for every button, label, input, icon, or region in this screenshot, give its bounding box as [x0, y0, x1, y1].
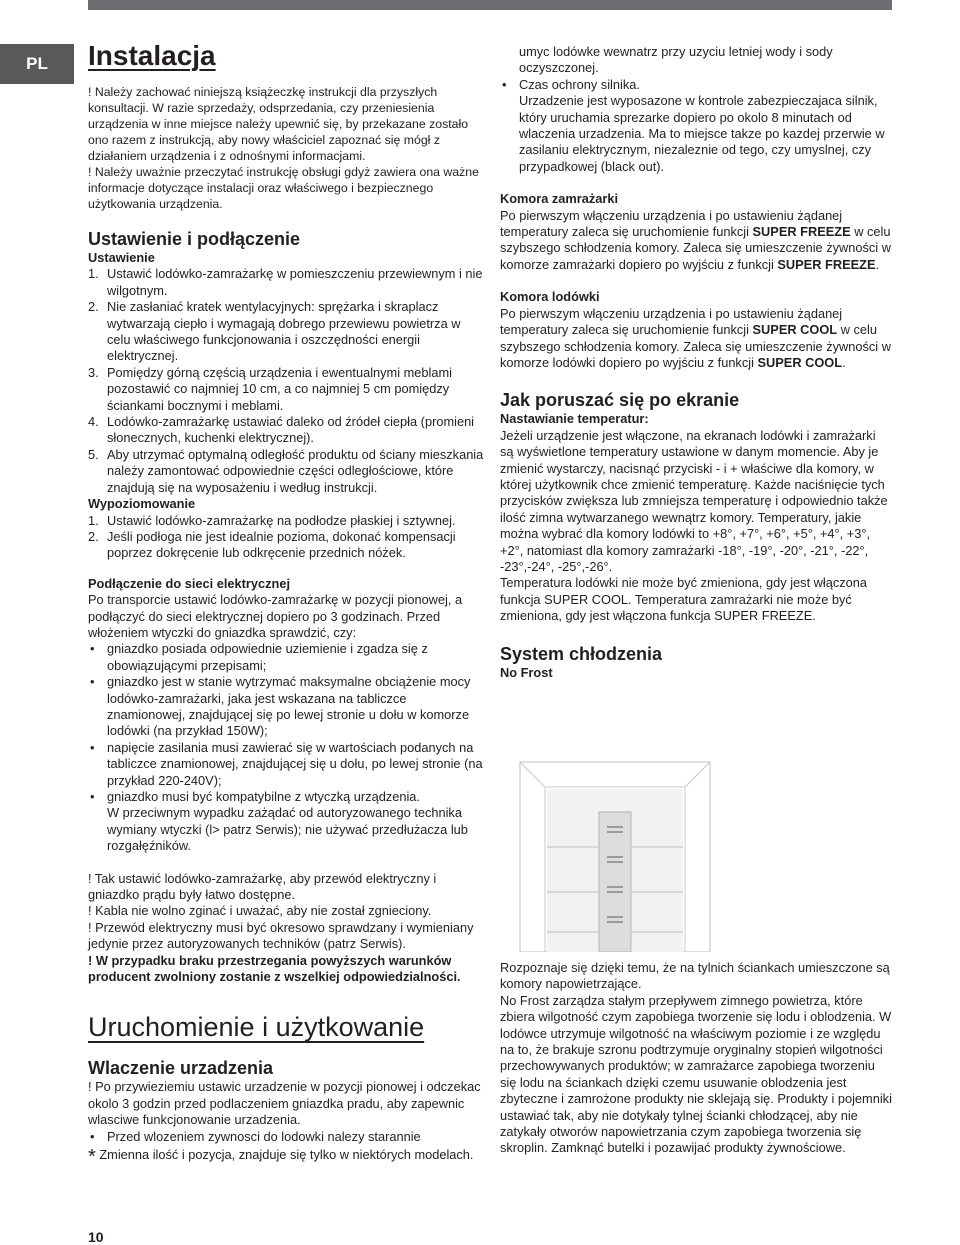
lodowka-text: Po pierwszym włączeniu urządzenia i po ustawieniu żądanej temperatury zaleca się uruchomienie funkcji SUPER COOL w celu szybszego schłodzenia komory. Zaleca się umieszczenie żywności w komorze lodówki dopiero po wyjściu z funkcji SUPER COOL. [500, 305, 891, 370]
language-tab: PL [0, 44, 74, 84]
nastawianie-title: Nastawianie temperatur: [500, 411, 649, 427]
podlaczenie-title: Podłączenie do sieci elektrycznej [88, 575, 290, 591]
page-number: 10 [88, 1229, 104, 1245]
wlaczenie-text: ! Po przywieziemiu ustawic urzadzenie w pozycji pionowej i odczekac okolo 3 godzin przed podlaczeniem gniazdka pradu, aby zapewnic wlasciwe funkcjonowanie urzadzenia. [88, 1079, 481, 1128]
list-item: • napięcie zasilania musi zawierać się w wartościach podanych na tabliczce znamionowej, znajdującej się u dołu, po lewej stronie (na przykład 220-240V); [90, 739, 483, 788]
no-frost-text: Rozpoznaje się dzięki temu, że na tylnich ściankach umieszczone są komory napowietrzające. [500, 960, 890, 992]
no-frost-text-2: No Frost zarządza stałym przepływem zimnego powietrza, które zbiera wilgotność czym zapobiega tworzenie się lodu i oblodzenia. W lodówce utrzymuje wilgotność na właściwym poziomie i ze względu na to, że brakuje szronu podtrzymuje oryginalny stopień wilgotności przechowywanych produktów; w zamrażarce zapobiega tworzeniu się lodu na ściankach dzięki czemu usuwanie oblodzenia jest zbyteczne i zamrożone produkty nie sklejają się. Produkty i pojemniki ustawiać tak, aby nie dotykały tylnej ścianki chłodzącej, aby nie zatykały otworów napowietrzania czym zapobiega tworzenia się skroplin. Zamknąć butelki i pozawijać produkty żywnościowe. [500, 992, 892, 1156]
nastawianie-text-2: Temperatura lodówki nie może być zmieniona, gdy jest włączona funkcja SUPER COOL. Temperatura zamrażarki nie może być zmieniona, gdy jest włączona funkcja SUPER FREEZE. [500, 575, 868, 624]
warning-1: ! Tak ustawić lodówko-zamrażarkę, aby przewód elektryczny i gniazdko prądu były łatwo dostępne. [88, 870, 437, 903]
warning-4: ! W przypadku braku przestrzegania powyższych warunków producent zwolniony zostanie z wszelkiej odpowiedzialności. [88, 952, 461, 985]
list-item: • Przed wlozeniem zywnosci do lodowki nalezy starannie [90, 1128, 421, 1144]
instalacja-intro-2: ! Należy uważnie przeczytać instrukcję obsługi gdyż zawiera ona ważne informacje dotyczące instalacji oraz właściwego i bezpiecznego użytkowania urządzenia. [88, 165, 479, 211]
zamrazarka-title: Komora zamrażarki [500, 191, 619, 207]
podlaczenie-after: W przeciwnym wypadku zażądać od autoryzowanego technika wymiany wtyczki (l> patrz Serwis); nie używać przedłużacza lub rozgałęźników. [107, 805, 468, 854]
top-bar [88, 0, 892, 10]
list-item: • Czas ochrony silnika. [502, 76, 640, 92]
no-frost-label: No Frost [500, 664, 553, 680]
nastawianie-text: Jeżeli urządzenie jest włączone, na ekranach lodówki i zamrażarki są wyświetlone temperatury ustawione w danym momencie. Aby je zmienić wystarczy, nacisnąć przyciski - i + właściwe dla komory, w której użytkownik chce zmienić temperaturę. Każde naciśnięcie tych przycisków zwiększa lub zmniejsza temperaturę i odpowiednio także ilość zimna wytwarzanego wewnątrz komory. Temperatury, jakie można wybrać dla komory lodówki to +8°, +7°, +6°, +5°, +4°, +3°, +2°, natomiast dla komory zamrażarki -18°, -19°, -20°, -21°, -22°, -23°,-24°, -25°,-26°. [500, 427, 888, 574]
uruchomienie-title: Uruchomienie i użytkowanie [88, 1012, 425, 1043]
right-column [500, 44, 892, 681]
ustawienie-title: Ustawienie i podłączenie [88, 229, 301, 249]
fridge-interior-illustration [500, 752, 730, 952]
motor-protection-text: Urzadzenie jest wyposazone w kontrole zabezpieczajaca silnik, który uruchamia sprezarke dopiero po okolo 8 minutach od wlaczenia urzadzenia. Ma to miejsce takze po kazdej przerwie w zasilaniu elektrycznym, niezaleznie od tego, czy umyslnej, czy przypadkowej (black out). [519, 93, 885, 174]
footnote: * Zmienna ilość i pozycja, znajduje się tylko w niektórych modelach. [88, 1146, 474, 1169]
warning-2: ! Kabla nie wolno zginać i uważać, aby nie został zgnieciony. [88, 903, 432, 919]
instalacja-title: Instalacja [88, 40, 216, 71]
list-item: • gniazdko musi być kompatybilne z wtyczką urządzenia. [90, 789, 420, 804]
cleaning-continued: umyc lodówke wewnatrz przy uzyciu letniej wody i sody oczyszczonej. [519, 44, 833, 76]
ustawienie-sub: Ustawienie [88, 250, 155, 265]
list-item: • gniazdko posiada odpowiednie uziemienie i zgadza się z obowiązującymi przepisami; [90, 641, 428, 673]
list-item: 1. Ustawić lodówko-zamrażarkę w pomieszczeniu przewiewnym i nie wilgotnym. [88, 266, 483, 298]
left-column [88, 40, 484, 1169]
system-title: System chłodzenia [500, 643, 663, 664]
list-item: • gniazdko jest w stanie wytrzymać maksymalne obciążenie mocy lodówko-zamrażarki, jaka jest wskazana na tabliczce znamionowej, znajdującej się po lewej stronie u dołu w komorze lodówki (na przykład 150W); [90, 674, 471, 739]
ekran-title: Jak poruszać się po ekranie [500, 390, 740, 411]
asterisk-icon: * [88, 1146, 96, 1169]
list-item: 3. Pomiędzy górną częścią urządzenia i ewentualnymi meblami pozostawić co najmniej 10 cm, a co najmniej 5 cm pomiędzy ściankami bocznymi i meblami. [88, 364, 452, 413]
list-item: 4. Lodówko-zamrażarkę ustawiać daleko od źródeł ciepła (promieni słonecznych, kuchenki elektrycznej). [88, 414, 475, 446]
warning-3: ! Przewód elektryczny musi być okresowo sprawdzany i wymieniany jedynie przez autoryzowanych techników (patrz Serwis). [88, 919, 474, 952]
lodowka-title: Komora lodówki [500, 289, 600, 305]
wypoziomowanie-title: Wypoziomowanie [88, 496, 196, 512]
list-item: 2. Nie zasłaniać kratek wentylacyjnych: sprężarka i skraplacz wytwarzają ciepło i wymagają dobrego przewiewu powietrza w celu właściwego funkcjonowania i oszczędności energii elektrycznej. [88, 299, 461, 364]
list-item: 2. Jeśli podłoga nie jest idealnie pozioma, dokonać kompensacji poprzez dokręcenie lub odkręcenie przednich nóżek. [88, 528, 456, 561]
list-item: 5. Aby utrzymać optymalną odległość produktu od ściany mieszkania należy zamontować odpowiednie części odległościowe, które znajdują się na wyposażeniu i według instrukcji. [88, 446, 484, 495]
right-column-bottom [500, 960, 892, 1157]
instalacja-intro-1: ! Należy zachować niniejszą książeczkę instrukcji dla przyszłych konsultacji. W razie sprzedaży, odsprzedania, czy przeniesienia urządzenia w inne miejsce należy upewnić się, by przekazane zostało ono razem z instrukcją, aby nowy właściciel zapoznać się mógł z działaniem urządzenia i z odnośnymi informacjami. [88, 85, 469, 163]
zamrazarka-text: Po pierwszym włączeniu urządzenia i po ustawieniu żądanej temperatury zaleca się uruchomienie funkcji SUPER FREEZE w celu szybszego schłodzenia komory. Zaleca się umieszczenie żywności w komorze zamrażarki dopiero po wyjściu z funkcji SUPER FREEZE. [500, 207, 891, 272]
wlaczenie-title: Wlaczenie urzadzenia [88, 1058, 274, 1079]
podlaczenie-text: Po transporcie ustawić lodówko-zamrażarkę w pozycji pionowej, a podłączyć do sieci elektrycznej dopiero po 3 godzinach. Przed włożeniem wtyczki do gniazdka sprawdzić, czy: [88, 592, 463, 640]
list-item: 1. Ustawić lodówko-zamrażarkę na podłodze płaskiej i sztywnej. [88, 512, 456, 528]
